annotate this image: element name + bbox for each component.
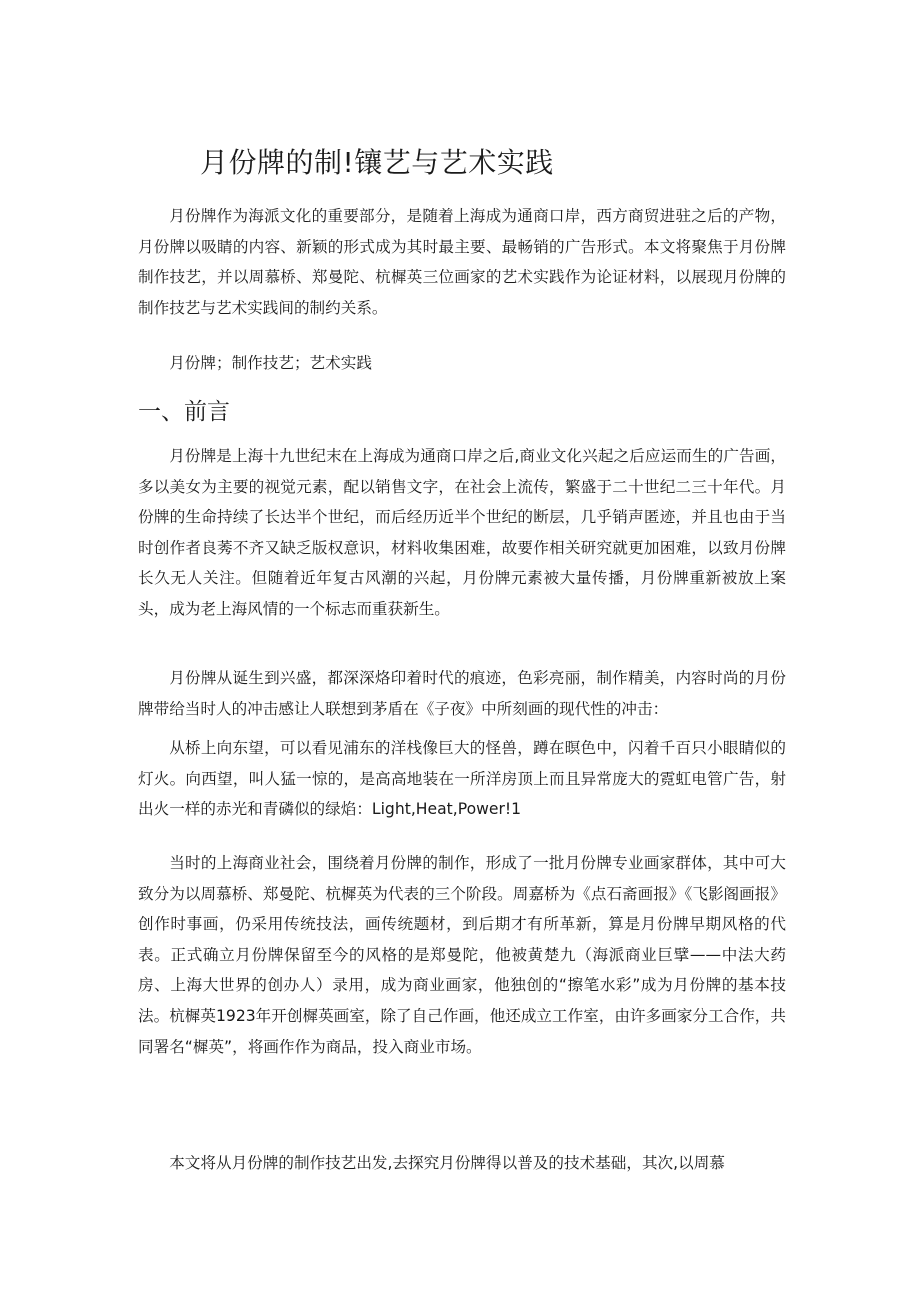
keywords-line: 月份牌；制作技艺；艺术实践 — [169, 354, 372, 372]
document-title: 月份牌的制!镶艺与艺术实践 — [200, 146, 554, 179]
body-paragraph: 本文将从月份牌的制作技艺出发,去探究月份牌得以普及的技术基础，其次,以周慕 — [169, 1154, 725, 1172]
body-paragraph: 月份牌是上海十九世纪末在上海成为通商口岸之后,商业文化兴起之后应运而生的广告画，多以美女为主要的视觉元素，配以销售文字，在社会上流传，繁盛于二十世纪二三十年代。月份牌的生命持续了长达半个世纪，而后经历近半个世纪的断层，几乎销声匿迹，并且也由于当时创作者良莠不齐又缺乏版权意识，材料收集困难，故要作相关研究就更加困难，以致月份牌长久无人关注。但随着近年复古风潮的兴起，月份牌元素被大量传播，月份牌重新被放上案头，成为老上海风情的一个标志而重获新生。 — [138, 447, 786, 618]
abstract-paragraph: 月份牌作为海派文化的重要部分，是随着上海成为通商口岸，西方商贸进驻之后的产物，月份牌以吸睛的内容、新颖的形式成为其时最主要、最畅销的广告形式。本文将聚焦于月份牌制作技艺，并以周慕桥、郑曼陀、杭樨英三位画家的艺术实践作为论证材料，以展现月份牌的制作技艺与艺术实践间的制约关系。 — [138, 207, 786, 317]
quote-paragraph: 从桥上向东望，可以看见浦东的洋栈像巨大的怪兽，蹲在暝色中，闪着千百只小眼睛似的灯火。向西望，叫人猛一惊的，是高高地装在一所洋房顶上而且异常庞大的霓虹电管广告，射出火一样的赤光和青磷似的绿焰：Light,Heat,Power!1 — [138, 739, 786, 819]
section-heading-preface: 一、前言 — [138, 399, 230, 425]
body-paragraph: 月份牌从诞生到兴盛，都深深烙印着时代的痕迹，色彩亮丽，制作精美，内容时尚的月份牌带给当时人的冲击感让人联想到茅盾在《子夜》中所刻画的现代性的冲击： — [138, 669, 786, 718]
body-paragraph: 当时的上海商业社会，围绕着月份牌的制作，形成了一批月份牌专业画家群体，其中可大致分为以周慕桥、郑曼陀、杭樨英为代表的三个阶段。周嘉桥为《点石斋画报》《飞影阁画报》创作时事画，仍采用传统技法，画传统题材，到后期才有所革新，算是月份牌早期风格的代表。正式确立月份牌保留至今的风格的是郑曼陀，他被黄楚九（海派商业巨擘——中法大药房、上海大世界的创办人）录用，成为商业画家，他独创的“擦笔水彩”成为月份牌的基本技法。杭樨英1923年开创樨英画室，除了自己作画，他还成立工作室，由许多画家分工合作，共同署名“樨英”，将画作作为商品，投入商业市场。 — [138, 854, 786, 1056]
